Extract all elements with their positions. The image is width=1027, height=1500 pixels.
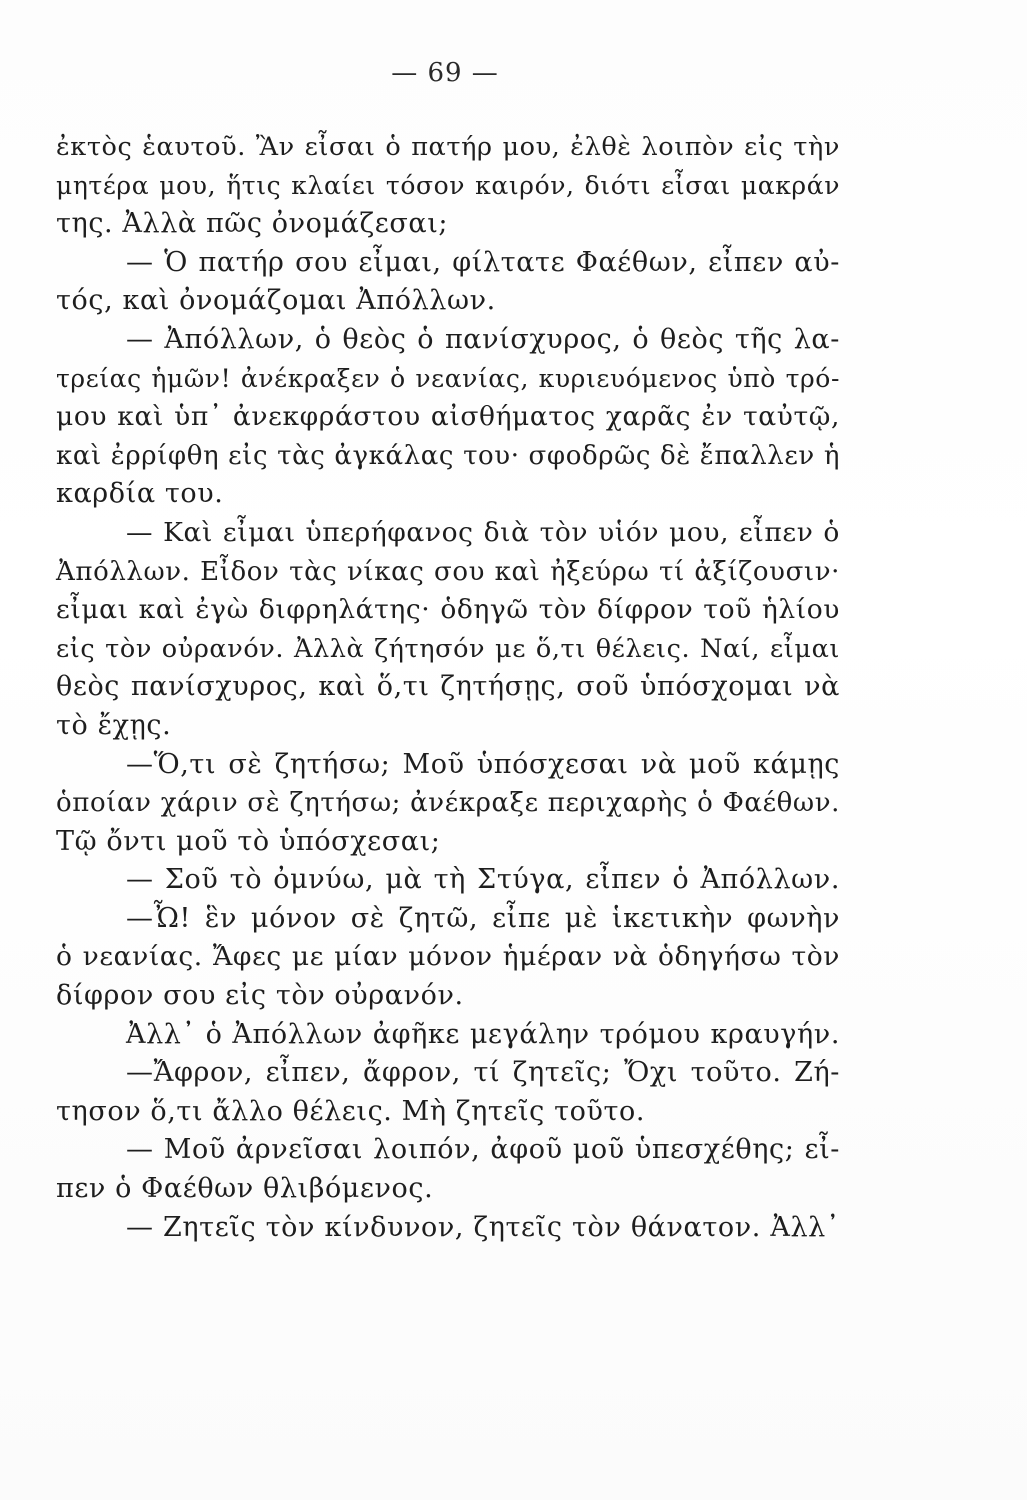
- text-line: τρείας ἡμῶν! ἀνέκραξεν ὁ νεανίας, κυριευόμενος ὑπὸ τρό-: [56, 363, 840, 393]
- text-line: —Ἄφρον, εἶπεν, ἄφρον, τί ζητεῖς; Ὄχι τοῦτο. Ζή-: [126, 1057, 840, 1089]
- text-line: εἶμαι καὶ ἐγὼ διφρηλάτης· ὁδηγῶ τὸν δίφρον τοῦ ἡλίου: [56, 594, 840, 626]
- text-line: — Ζητεῖς τὸν κίνδυνον, ζητεῖς τὸν θάνατον. Ἀλλ᾽: [126, 1211, 840, 1243]
- text-line: Ἀλλ᾽ ὁ Ἀπόλλων ἀφῆκε μεγάλην τρόμου κραυγήν.: [126, 1018, 840, 1050]
- text-line: καρδία του.: [56, 478, 224, 510]
- text-line: — Μοῦ ἀρνεῖσαι λοιπόν, ἀφοῦ μοῦ ὑπεσχέθης; εἶ-: [126, 1134, 840, 1166]
- text-line: ἐκτὸς ἑαυτοῦ. Ἂν εἶσαι ὁ πατήρ μου, ἐλθὲ λοιπὸν εἰς τὴν: [56, 132, 840, 162]
- text-line: — Ὁ πατήρ σου εἶμαι, φίλτατε Φαέθων, εἶπεν αὐ-: [126, 246, 840, 278]
- text-line: θεὸς πανίσχυρος, καὶ ὅ,τι ζητήσῃς, σοῦ ὑπόσχομαι νὰ: [56, 671, 840, 703]
- text-line: Ἀπόλλων. Εἶδον τὰς νίκας σου καὶ ἠξεύρω τί ἀξίζουσιν·: [56, 556, 840, 587]
- text-line: της. Ἀλλὰ πῶς ὀνομάζεσαι;: [56, 208, 449, 240]
- page-text: [56, 128, 840, 1247]
- text-line: μητέρα μου, ἥτις κλαίει τόσον καιρόν, διότι εἶσαι μακράν: [56, 170, 840, 200]
- text-line: εἰς τὸν οὐρανόν. Ἀλλὰ ζήτησόν με ὅ,τι θέλεις. Ναί, εἶμαι: [56, 633, 840, 664]
- text-line: — Σοῦ τὸ ὀμνύω, μὰ τὴ Στύγα, εἶπεν ὁ Ἀπόλλων.: [126, 864, 840, 896]
- text-line: τησον ὅ,τι ἄλλο θέλεις. Μὴ ζητεῖς τοῦτο.: [56, 1095, 646, 1127]
- text-line: — Ἀπόλλων, ὁ θεὸς ὁ πανίσχυρος, ὁ θεὸς τῆς λα-: [126, 323, 840, 355]
- page-number: — 69 —: [391, 58, 499, 88]
- text-line: —Ὦ! ἓν μόνον σὲ ζητῶ, εἶπε μὲ ἱκετικὴν φωνὴν: [126, 902, 840, 934]
- text-line: ὁ νεανίας. Ἄφες με μίαν μόνον ἡμέραν νὰ ὁδηγήσω τὸν: [56, 941, 840, 973]
- text-line: Τῷ ὄντι μοῦ τὸ ὑπόσχεσαι;: [56, 825, 441, 857]
- text-line: μου καὶ ὑπ᾽ ἀνεκφράστου αἰσθήματος χαρᾶς ἐν ταὐτῷ,: [56, 401, 840, 433]
- text-line: τὸ ἔχῃς.: [56, 709, 172, 741]
- text-line: — Καὶ εἶμαι ὑπερήφανος διὰ τὸν υἱόν μου, εἶπεν ὁ: [126, 516, 840, 548]
- text-line: ὁποίαν χάριν σὲ ζητήσω; ἀνέκραξε περιχαρὴς ὁ Φαέθων.: [56, 788, 840, 819]
- text-line: δίφρον σου εἰς τὸν οὐρανόν.: [56, 980, 464, 1012]
- text-line: καὶ ἐρρίφθη εἰς τὰς ἀγκάλας του· σφοδρῶς δὲ ἔπαλλεν ἡ: [56, 440, 840, 471]
- text-line: πεν ὁ Φαέθων θλιβόμενος.: [56, 1173, 434, 1205]
- text-line: —Ὅ,τι σὲ ζητήσω; Μοῦ ὑπόσχεσαι νὰ μοῦ κάμῃς: [126, 748, 840, 780]
- text-line: τός, καὶ ὀνομάζομαι Ἀπόλλων.: [56, 285, 496, 317]
